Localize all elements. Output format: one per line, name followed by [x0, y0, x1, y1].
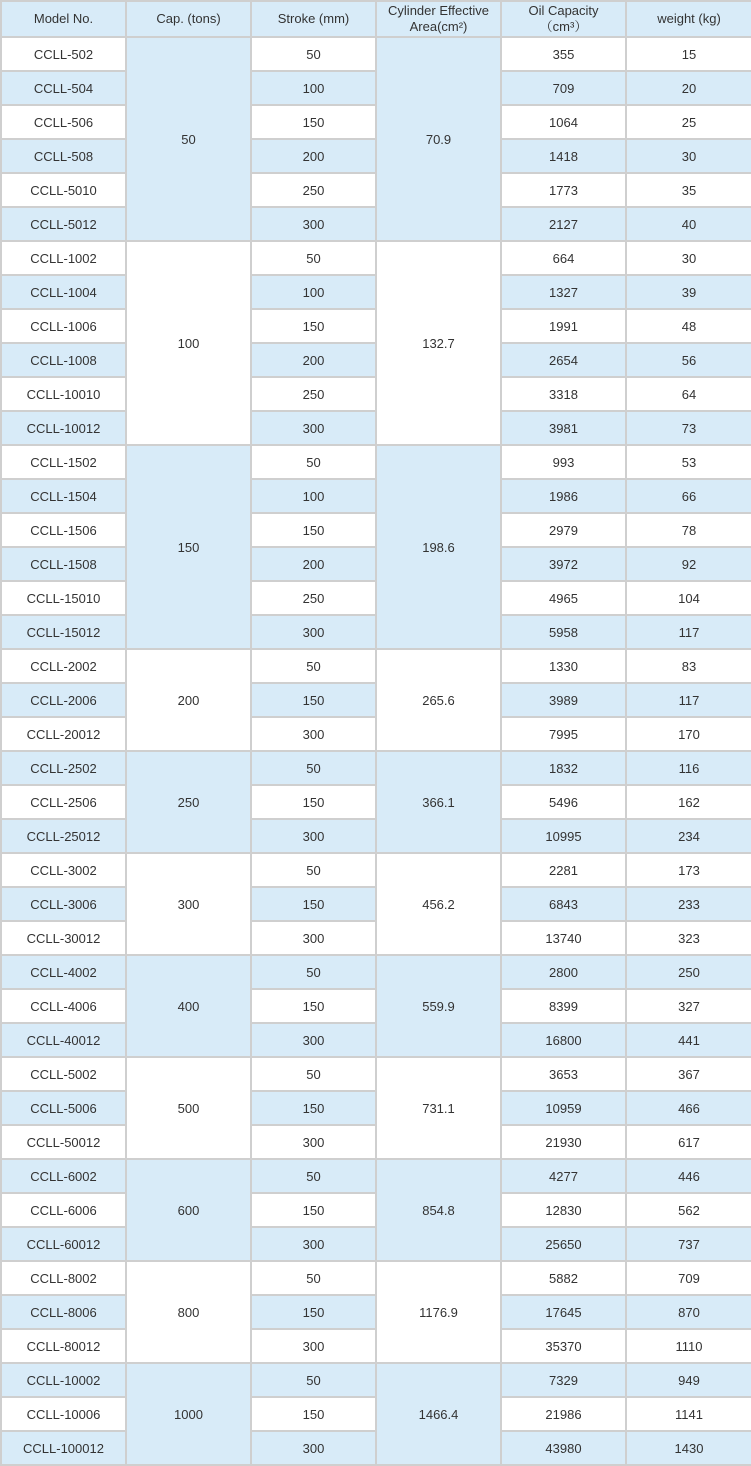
weight-cell: 562 — [626, 1193, 751, 1227]
stroke-cell: 200 — [251, 343, 376, 377]
weight-cell: 233 — [626, 887, 751, 921]
oil-capacity-cell: 4965 — [501, 581, 626, 615]
table-row — [1, 445, 751, 479]
oil-capacity-cell: 1991 — [501, 309, 626, 343]
weight-cell: 162 — [626, 785, 751, 819]
stroke-cell: 50 — [251, 37, 376, 71]
table-row — [1, 1159, 751, 1193]
model-no-cell: CCLL-25012 — [1, 819, 126, 853]
stroke-cell: 50 — [251, 955, 376, 989]
model-no-cell: CCLL-6002 — [1, 1159, 126, 1193]
model-no-cell: CCLL-15012 — [1, 615, 126, 649]
model-no-cell: CCLL-20012 — [1, 717, 126, 751]
table-row — [1, 1261, 751, 1295]
weight-cell: 617 — [626, 1125, 751, 1159]
stroke-cell: 300 — [251, 1431, 376, 1465]
model-no-cell: CCLL-1004 — [1, 275, 126, 309]
stroke-cell: 50 — [251, 1159, 376, 1193]
stroke-cell: 50 — [251, 853, 376, 887]
weight-cell: 234 — [626, 819, 751, 853]
header-model-no: Model No. — [1, 1, 126, 37]
oil-capacity-cell: 1064 — [501, 105, 626, 139]
model-no-cell: CCLL-502 — [1, 37, 126, 71]
oil-capacity-cell: 993 — [501, 445, 626, 479]
cylinder-area-cell: 1466.4 — [376, 1363, 501, 1465]
model-no-cell: CCLL-2506 — [1, 785, 126, 819]
table-row — [1, 1057, 751, 1091]
stroke-cell: 150 — [251, 1397, 376, 1431]
model-no-cell: CCLL-8006 — [1, 1295, 126, 1329]
weight-cell: 73 — [626, 411, 751, 445]
weight-cell: 949 — [626, 1363, 751, 1397]
oil-capacity-cell: 3972 — [501, 547, 626, 581]
weight-cell: 170 — [626, 717, 751, 751]
weight-cell: 15 — [626, 37, 751, 71]
model-no-cell: CCLL-1502 — [1, 445, 126, 479]
model-no-cell: CCLL-5002 — [1, 1057, 126, 1091]
oil-capacity-cell: 4277 — [501, 1159, 626, 1193]
weight-cell: 1141 — [626, 1397, 751, 1431]
capacity-cell: 300 — [126, 853, 251, 955]
model-no-cell: CCLL-10010 — [1, 377, 126, 411]
oil-capacity-cell: 3653 — [501, 1057, 626, 1091]
oil-capacity-cell: 13740 — [501, 921, 626, 955]
capacity-cell: 50 — [126, 37, 251, 241]
stroke-cell: 150 — [251, 989, 376, 1023]
header-row — [1, 1, 751, 37]
model-no-cell: CCLL-1008 — [1, 343, 126, 377]
weight-cell: 441 — [626, 1023, 751, 1057]
weight-cell: 83 — [626, 649, 751, 683]
model-no-cell: CCLL-5012 — [1, 207, 126, 241]
stroke-cell: 100 — [251, 275, 376, 309]
oil-capacity-cell: 21986 — [501, 1397, 626, 1431]
capacity-cell: 800 — [126, 1261, 251, 1363]
cylinder-area-cell: 366.1 — [376, 751, 501, 853]
weight-cell: 66 — [626, 479, 751, 513]
oil-capacity-cell: 2800 — [501, 955, 626, 989]
model-no-cell: CCLL-1002 — [1, 241, 126, 275]
stroke-cell: 300 — [251, 1329, 376, 1363]
capacity-cell: 200 — [126, 649, 251, 751]
oil-capacity-cell: 709 — [501, 71, 626, 105]
stroke-cell: 250 — [251, 173, 376, 207]
stroke-cell: 300 — [251, 207, 376, 241]
stroke-cell: 150 — [251, 785, 376, 819]
model-no-cell: CCLL-100012 — [1, 1431, 126, 1465]
table-body — [1, 37, 751, 1465]
table-row — [1, 853, 751, 887]
stroke-cell: 150 — [251, 1295, 376, 1329]
stroke-cell: 150 — [251, 1091, 376, 1125]
stroke-cell: 50 — [251, 649, 376, 683]
stroke-cell: 100 — [251, 71, 376, 105]
weight-cell: 466 — [626, 1091, 751, 1125]
oil-capacity-cell: 21930 — [501, 1125, 626, 1159]
capacity-cell: 400 — [126, 955, 251, 1057]
model-no-cell: CCLL-2002 — [1, 649, 126, 683]
weight-cell: 870 — [626, 1295, 751, 1329]
stroke-cell: 50 — [251, 445, 376, 479]
capacity-cell: 600 — [126, 1159, 251, 1261]
weight-cell: 446 — [626, 1159, 751, 1193]
model-no-cell: CCLL-3002 — [1, 853, 126, 887]
oil-capacity-cell: 1986 — [501, 479, 626, 513]
table-header — [1, 1, 751, 37]
oil-capacity-cell: 6843 — [501, 887, 626, 921]
model-no-cell: CCLL-2502 — [1, 751, 126, 785]
stroke-cell: 50 — [251, 1363, 376, 1397]
weight-cell: 92 — [626, 547, 751, 581]
stroke-cell: 250 — [251, 581, 376, 615]
cylinder-area-cell: 198.6 — [376, 445, 501, 649]
oil-capacity-cell: 1832 — [501, 751, 626, 785]
table-row — [1, 955, 751, 989]
oil-capacity-cell: 5496 — [501, 785, 626, 819]
oil-capacity-cell: 664 — [501, 241, 626, 275]
model-no-cell: CCLL-80012 — [1, 1329, 126, 1363]
weight-cell: 104 — [626, 581, 751, 615]
cylinder-area-cell: 132.7 — [376, 241, 501, 445]
table-row — [1, 1363, 751, 1397]
oil-capacity-cell: 16800 — [501, 1023, 626, 1057]
oil-capacity-cell: 7329 — [501, 1363, 626, 1397]
capacity-cell: 500 — [126, 1057, 251, 1159]
cylinder-area-cell: 731.1 — [376, 1057, 501, 1159]
stroke-cell: 300 — [251, 411, 376, 445]
oil-capacity-cell: 2979 — [501, 513, 626, 547]
table-row — [1, 241, 751, 275]
stroke-cell: 50 — [251, 1057, 376, 1091]
model-no-cell: CCLL-506 — [1, 105, 126, 139]
oil-capacity-cell: 5882 — [501, 1261, 626, 1295]
stroke-cell: 50 — [251, 241, 376, 275]
oil-capacity-cell: 17645 — [501, 1295, 626, 1329]
oil-capacity-cell: 8399 — [501, 989, 626, 1023]
model-no-cell: CCLL-504 — [1, 71, 126, 105]
header-cylinder-area: Cylinder Effective Area(cm²) — [376, 1, 501, 37]
stroke-cell: 100 — [251, 479, 376, 513]
weight-cell: 35 — [626, 173, 751, 207]
cylinder-area-cell: 854.8 — [376, 1159, 501, 1261]
weight-cell: 367 — [626, 1057, 751, 1091]
stroke-cell: 250 — [251, 377, 376, 411]
weight-cell: 173 — [626, 853, 751, 887]
weight-cell: 78 — [626, 513, 751, 547]
weight-cell: 737 — [626, 1227, 751, 1261]
weight-cell: 709 — [626, 1261, 751, 1295]
weight-cell: 25 — [626, 105, 751, 139]
model-no-cell: CCLL-60012 — [1, 1227, 126, 1261]
cylinder-area-cell: 559.9 — [376, 955, 501, 1057]
oil-capacity-cell: 12830 — [501, 1193, 626, 1227]
oil-capacity-cell: 2281 — [501, 853, 626, 887]
stroke-cell: 150 — [251, 105, 376, 139]
stroke-cell: 50 — [251, 751, 376, 785]
weight-cell: 56 — [626, 343, 751, 377]
oil-capacity-cell: 35370 — [501, 1329, 626, 1363]
oil-capacity-cell: 10995 — [501, 819, 626, 853]
oil-capacity-cell: 3981 — [501, 411, 626, 445]
stroke-cell: 150 — [251, 513, 376, 547]
weight-cell: 323 — [626, 921, 751, 955]
capacity-cell: 100 — [126, 241, 251, 445]
oil-capacity-cell: 1418 — [501, 139, 626, 173]
cylinder-area-cell: 1176.9 — [376, 1261, 501, 1363]
model-no-cell: CCLL-10006 — [1, 1397, 126, 1431]
model-no-cell: CCLL-5010 — [1, 173, 126, 207]
weight-cell: 53 — [626, 445, 751, 479]
weight-cell: 1430 — [626, 1431, 751, 1465]
stroke-cell: 200 — [251, 547, 376, 581]
weight-cell: 1110 — [626, 1329, 751, 1363]
stroke-cell: 300 — [251, 819, 376, 853]
weight-cell: 30 — [626, 139, 751, 173]
weight-cell: 39 — [626, 275, 751, 309]
stroke-cell: 150 — [251, 309, 376, 343]
stroke-cell: 150 — [251, 887, 376, 921]
model-no-cell: CCLL-6006 — [1, 1193, 126, 1227]
header-weight: weight (kg) — [626, 1, 751, 37]
oil-capacity-cell: 1327 — [501, 275, 626, 309]
oil-capacity-cell: 25650 — [501, 1227, 626, 1261]
model-no-cell: CCLL-1506 — [1, 513, 126, 547]
model-no-cell: CCLL-1508 — [1, 547, 126, 581]
table-row — [1, 751, 751, 785]
weight-cell: 117 — [626, 683, 751, 717]
cylinder-area-cell: 70.9 — [376, 37, 501, 241]
model-no-cell: CCLL-4002 — [1, 955, 126, 989]
cylinder-area-cell: 265.6 — [376, 649, 501, 751]
model-no-cell: CCLL-2006 — [1, 683, 126, 717]
model-no-cell: CCLL-1504 — [1, 479, 126, 513]
oil-capacity-cell: 1330 — [501, 649, 626, 683]
model-no-cell: CCLL-10012 — [1, 411, 126, 445]
stroke-cell: 300 — [251, 615, 376, 649]
capacity-cell: 1000 — [126, 1363, 251, 1465]
stroke-cell: 150 — [251, 1193, 376, 1227]
weight-cell: 64 — [626, 377, 751, 411]
weight-cell: 117 — [626, 615, 751, 649]
model-no-cell: CCLL-4006 — [1, 989, 126, 1023]
stroke-cell: 300 — [251, 1125, 376, 1159]
model-no-cell: CCLL-30012 — [1, 921, 126, 955]
model-no-cell: CCLL-1006 — [1, 309, 126, 343]
weight-cell: 116 — [626, 751, 751, 785]
model-no-cell: CCLL-8002 — [1, 1261, 126, 1295]
oil-capacity-cell: 3318 — [501, 377, 626, 411]
model-no-cell: CCLL-10002 — [1, 1363, 126, 1397]
stroke-cell: 50 — [251, 1261, 376, 1295]
model-no-cell: CCLL-15010 — [1, 581, 126, 615]
oil-capacity-cell: 2654 — [501, 343, 626, 377]
weight-cell: 250 — [626, 955, 751, 989]
stroke-cell: 150 — [251, 683, 376, 717]
stroke-cell: 300 — [251, 1023, 376, 1057]
capacity-cell: 250 — [126, 751, 251, 853]
weight-cell: 48 — [626, 309, 751, 343]
cylinder-area-cell: 456.2 — [376, 853, 501, 955]
model-no-cell: CCLL-508 — [1, 139, 126, 173]
header-oil-capacity: Oil Capacity （cm³） — [501, 1, 626, 37]
stroke-cell: 300 — [251, 921, 376, 955]
table-row — [1, 649, 751, 683]
capacity-cell: 150 — [126, 445, 251, 649]
weight-cell: 20 — [626, 71, 751, 105]
stroke-cell: 300 — [251, 1227, 376, 1261]
weight-cell: 40 — [626, 207, 751, 241]
stroke-cell: 300 — [251, 717, 376, 751]
weight-cell: 30 — [626, 241, 751, 275]
oil-capacity-cell: 1773 — [501, 173, 626, 207]
header-capacity: Cap. (tons) — [126, 1, 251, 37]
model-no-cell: CCLL-50012 — [1, 1125, 126, 1159]
oil-capacity-cell: 5958 — [501, 615, 626, 649]
model-no-cell: CCLL-40012 — [1, 1023, 126, 1057]
model-no-cell: CCLL-5006 — [1, 1091, 126, 1125]
oil-capacity-cell: 7995 — [501, 717, 626, 751]
stroke-cell: 200 — [251, 139, 376, 173]
model-no-cell: CCLL-3006 — [1, 887, 126, 921]
weight-cell: 327 — [626, 989, 751, 1023]
oil-capacity-cell: 355 — [501, 37, 626, 71]
header-stroke: Stroke (mm) — [251, 1, 376, 37]
oil-capacity-cell: 43980 — [501, 1431, 626, 1465]
oil-capacity-cell: 2127 — [501, 207, 626, 241]
oil-capacity-cell: 3989 — [501, 683, 626, 717]
table-row — [1, 37, 751, 71]
oil-capacity-cell: 10959 — [501, 1091, 626, 1125]
